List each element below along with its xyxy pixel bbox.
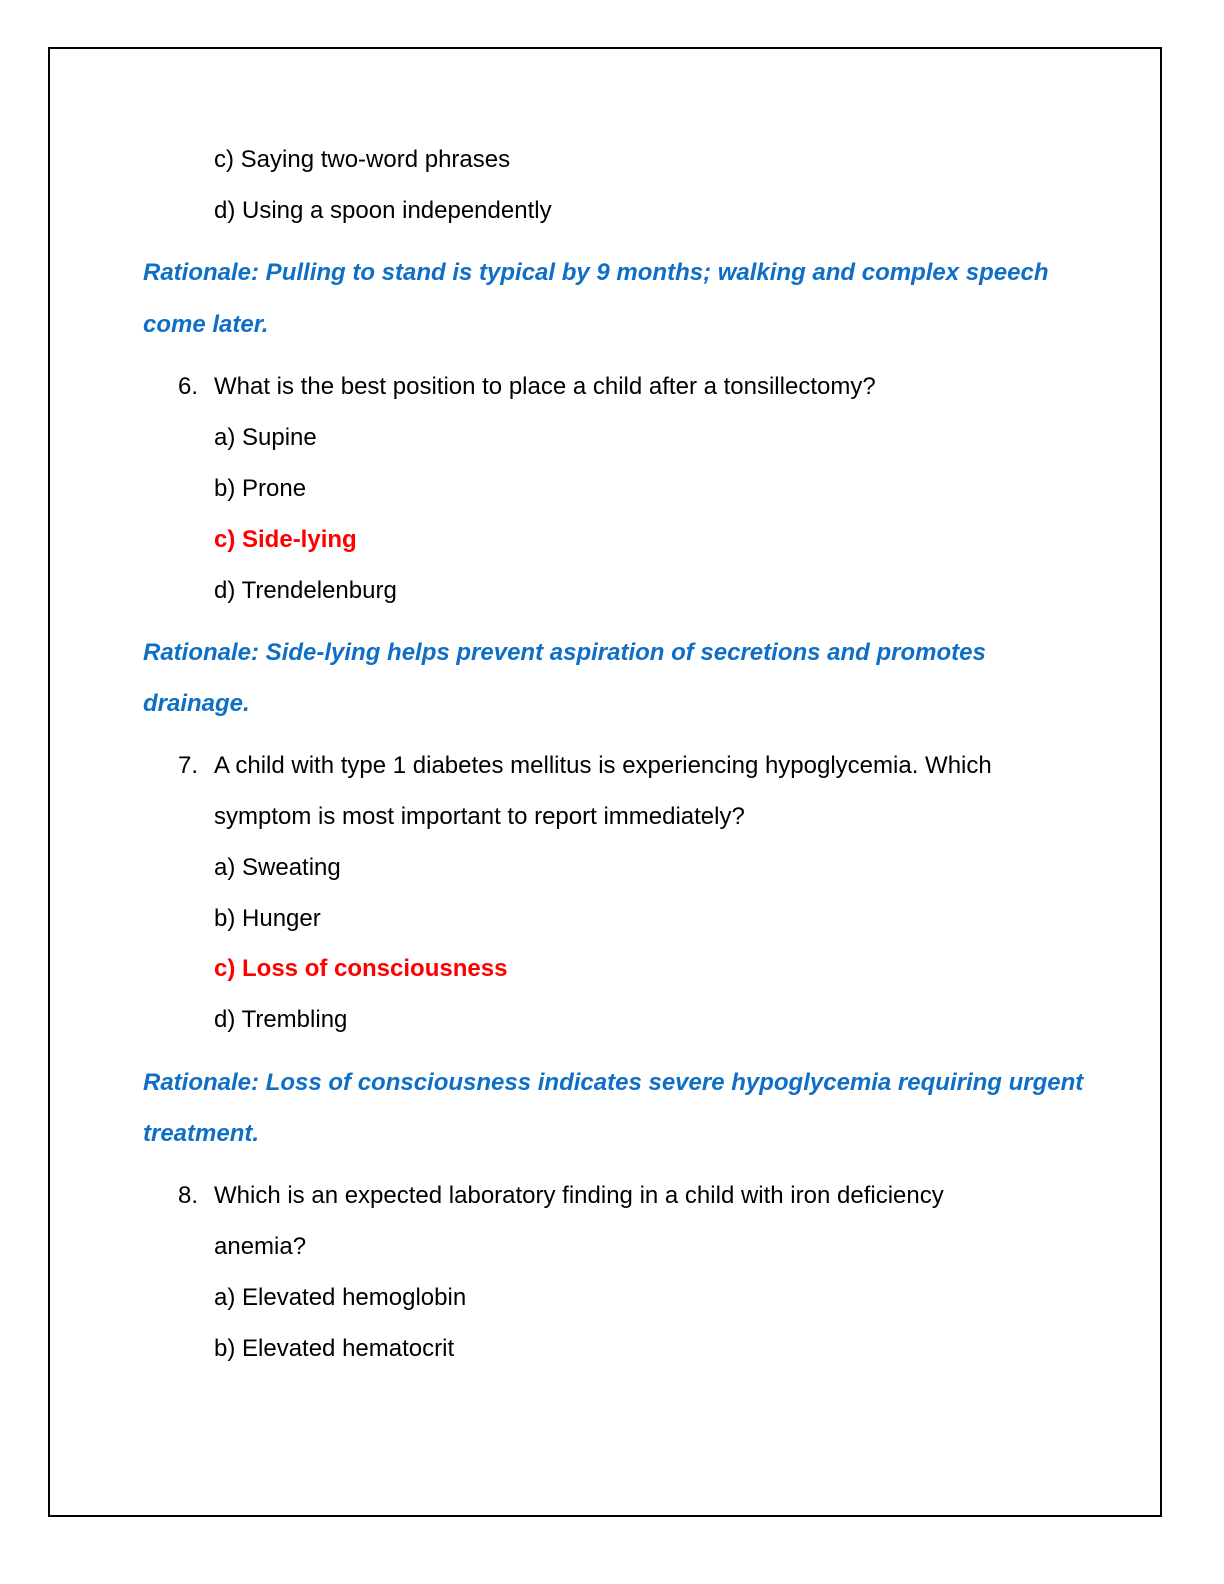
q7-option-c-correct: c) Loss of consciousness xyxy=(214,955,508,982)
q7-question-line-1: A child with type 1 diabetes mellitus is experiencing hypoglycemia. Which xyxy=(214,752,992,779)
q8-question-line-1: Which is an expected laboratory finding in a child with iron deficiency xyxy=(214,1182,944,1209)
q6-option-d: d) Trendelenburg xyxy=(214,577,397,604)
q6-option-a: a) Supine xyxy=(214,424,317,451)
q5-option-d: d) Using a spoon independently xyxy=(214,197,552,224)
q6-rationale-line-2: drainage. xyxy=(143,690,250,717)
q8-question-line-2: anemia? xyxy=(214,1233,307,1260)
q6-option-c-correct: c) Side-lying xyxy=(214,526,357,553)
q6-option-b: b) Prone xyxy=(214,475,307,502)
q7-number: 7. xyxy=(178,752,199,779)
q5-option-c: c) Saying two-word phrases xyxy=(214,146,511,173)
q6-number: 6. xyxy=(178,373,199,400)
q5-rationale-line-1: Rationale: Pulling to stand is typical by 9 months; walking and complex speech xyxy=(143,259,1049,286)
q5-rationale-line-2: come later. xyxy=(143,311,269,338)
q7-question-line-2: symptom is most important to report immediately? xyxy=(214,803,745,830)
q7-option-a: a) Sweating xyxy=(214,854,341,881)
q6-rationale-line-1: Rationale: Side-lying helps prevent aspiration of secretions and promotes xyxy=(143,639,986,666)
q8-option-a: a) Elevated hemoglobin xyxy=(214,1284,467,1311)
q8-number: 8. xyxy=(178,1182,199,1209)
q7-rationale-line-2: treatment. xyxy=(143,1120,260,1147)
q8-option-b: b) Elevated hematocrit xyxy=(214,1335,455,1362)
q7-option-b: b) Hunger xyxy=(214,905,321,932)
q7-option-d: d) Trembling xyxy=(214,1006,348,1033)
q7-rationale-line-1: Rationale: Loss of consciousness indicates severe hypoglycemia requiring urgent xyxy=(143,1069,1084,1096)
q6-question-line-1: What is the best position to place a child after a tonsillectomy? xyxy=(214,373,876,400)
